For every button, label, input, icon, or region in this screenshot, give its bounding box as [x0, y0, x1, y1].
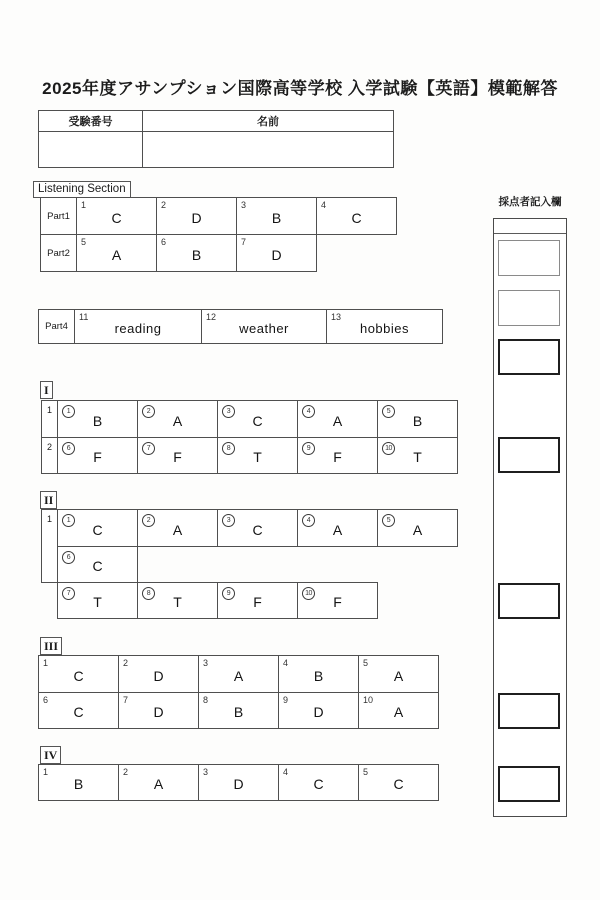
- circled-question-number: 4: [302, 405, 315, 418]
- answer-cell: [217, 400, 298, 438]
- circled-question-number: 7: [62, 587, 75, 600]
- answer-cell-q12: [201, 309, 327, 344]
- circled-question-number: 10: [382, 442, 395, 455]
- grader-column: [493, 218, 567, 817]
- listening-section-label: Listening Section: [33, 181, 131, 198]
- name-header: 名前: [257, 116, 279, 128]
- answer-cell: [137, 400, 218, 438]
- answer-cell: [198, 655, 279, 693]
- answer-value: D: [313, 704, 324, 720]
- examinee-info-value-row: [39, 132, 393, 167]
- examinee-info-header-row: [39, 111, 393, 132]
- circled-question-number: 6: [62, 551, 75, 564]
- answer-cell: [358, 655, 439, 693]
- answer-value: B: [92, 412, 103, 429]
- circled-question-number: 8: [222, 442, 235, 455]
- answer-cell: [278, 655, 359, 693]
- answer-value: A: [153, 776, 164, 792]
- grader-box-3: [498, 339, 560, 375]
- answer-cell: [198, 764, 279, 801]
- answer-cell-q13: [326, 309, 443, 344]
- answer-value: D: [153, 667, 164, 684]
- question-number: 5: [363, 767, 369, 777]
- row-number: 2: [46, 442, 52, 452]
- part2-label: Part2: [47, 247, 70, 259]
- question-number: 6: [43, 695, 49, 705]
- answer-value: A: [172, 412, 183, 429]
- question-number: 2: [161, 200, 167, 210]
- question-number: 4: [283, 767, 289, 777]
- answer-cell: [297, 582, 378, 619]
- answer-value: C: [73, 704, 84, 720]
- circled-question-number: 10: [302, 587, 315, 600]
- section1-row2: [41, 437, 458, 474]
- circled-question-number: 3: [222, 514, 235, 527]
- answer-cell-q3: [236, 197, 317, 235]
- answer-cell: [118, 692, 199, 729]
- answer-cell-q11: [74, 309, 202, 344]
- answer-value: A: [172, 521, 183, 538]
- answer-cell: [217, 437, 298, 474]
- answer-value: C: [351, 209, 362, 226]
- circled-question-number: 5: [382, 405, 395, 418]
- answer-cell: [377, 509, 458, 547]
- answer-cell: [217, 509, 298, 547]
- answer-value: D: [233, 776, 244, 792]
- answer-value: A: [111, 246, 122, 263]
- question-number: 4: [321, 200, 327, 210]
- question-number: 7: [241, 237, 247, 247]
- answer-value: C: [73, 667, 84, 684]
- exam-number-header: 受験番号: [39, 111, 143, 131]
- answer-value: weather: [239, 320, 289, 336]
- answer-value: F: [333, 594, 342, 610]
- grader-box-1: [498, 240, 560, 276]
- circled-question-number: 3: [222, 405, 235, 418]
- question-number: 13: [331, 312, 342, 322]
- answer-cell: [297, 400, 378, 438]
- question-number: 4: [283, 658, 289, 668]
- answer-cell: [217, 582, 298, 619]
- answer-value: A: [233, 667, 244, 684]
- circled-question-number: 6: [62, 442, 75, 455]
- answer-value: F: [173, 449, 182, 465]
- circled-question-number: 9: [302, 442, 315, 455]
- answer-cell: [278, 764, 359, 801]
- answer-value: C: [313, 776, 324, 792]
- question-number: 11: [79, 312, 89, 322]
- answer-value: B: [412, 412, 423, 429]
- circled-question-number: 2: [142, 514, 155, 527]
- answer-value: B: [191, 246, 202, 263]
- answer-value: F: [93, 449, 102, 465]
- answer-cell: [57, 509, 138, 547]
- answer-cell: [198, 692, 279, 729]
- answer-value: F: [333, 449, 342, 465]
- section4-label: IV: [40, 746, 61, 764]
- answer-cell: [118, 655, 199, 693]
- part2-label-cell: [40, 234, 77, 272]
- name-field: [143, 132, 393, 167]
- part1-label-cell: [40, 197, 77, 235]
- part1-label: Part1: [47, 210, 70, 222]
- answer-value: B: [73, 776, 84, 792]
- answer-value: C: [92, 558, 103, 574]
- part4-label-cell: [38, 309, 75, 344]
- answer-cell: [137, 437, 218, 474]
- answer-value: D: [153, 704, 164, 720]
- examinee-info-table: [38, 110, 394, 168]
- section2-row1b: [57, 546, 138, 583]
- answer-value: A: [332, 412, 343, 429]
- answer-cell: [297, 437, 378, 474]
- circled-question-number: 1: [62, 514, 75, 527]
- answer-value: F: [253, 594, 262, 610]
- answer-cell: [38, 655, 119, 693]
- answer-cell: [57, 437, 138, 474]
- grader-box-2: [498, 290, 560, 326]
- answer-value: T: [413, 449, 422, 465]
- section1-label: I: [40, 381, 53, 399]
- grader-box-5: [498, 583, 560, 619]
- circled-question-number: 2: [142, 405, 155, 418]
- answer-cell: [57, 400, 138, 438]
- answer-value: hobbies: [359, 320, 410, 336]
- answer-cell: [278, 692, 359, 729]
- answer-value: B: [233, 704, 244, 720]
- question-number: 1: [43, 658, 49, 668]
- section2-label: II: [40, 491, 57, 509]
- answer-cell-q1: [76, 197, 157, 235]
- section2-row1: [57, 509, 458, 547]
- answer-value: reading: [114, 320, 162, 336]
- answer-value: A: [393, 667, 404, 684]
- question-number: 3: [203, 658, 209, 668]
- question-number: 2: [123, 658, 129, 668]
- grader-column-label: 採点者記入欄: [498, 196, 562, 208]
- answer-cell: [377, 400, 458, 438]
- answer-cell: [57, 546, 138, 583]
- question-number: 3: [203, 767, 209, 777]
- answer-value: C: [92, 521, 103, 538]
- circled-question-number: 9: [222, 587, 235, 600]
- answer-cell-q2: [156, 197, 237, 235]
- question-number: 1: [43, 767, 49, 777]
- row-number: 1: [46, 514, 52, 524]
- circled-question-number: 5: [382, 514, 395, 527]
- answer-value: B: [313, 667, 324, 684]
- answer-cell: [57, 582, 138, 619]
- answer-cell: [38, 764, 119, 801]
- row-number-cell: [41, 437, 58, 474]
- grader-box-4: [498, 437, 560, 473]
- section4-row1: [38, 764, 439, 801]
- section3-row2: [38, 692, 439, 729]
- section1-row1: [41, 400, 458, 438]
- row-number-cell: [41, 509, 58, 583]
- answer-value: T: [93, 594, 102, 610]
- answer-cell: [137, 509, 218, 547]
- exam-number-field: [39, 132, 143, 167]
- circled-question-number: 1: [62, 405, 75, 418]
- answer-cell: [297, 509, 378, 547]
- question-number: 2: [123, 767, 129, 777]
- circled-question-number: 7: [142, 442, 155, 455]
- answer-cell: [358, 692, 439, 729]
- answer-cell: [377, 437, 458, 474]
- question-number: 3: [241, 200, 247, 210]
- question-number: 7: [123, 695, 129, 705]
- answer-value: T: [173, 594, 182, 610]
- section3-label: III: [40, 637, 62, 655]
- section2-row2: [57, 582, 378, 619]
- question-number: 10: [363, 695, 374, 705]
- answer-cell: [118, 764, 199, 801]
- question-number: 5: [363, 658, 369, 668]
- listening-part1-row: [40, 197, 397, 235]
- answer-value: B: [271, 209, 282, 226]
- row-number: 1: [46, 405, 52, 415]
- listening-part2-row: [40, 234, 317, 272]
- question-number: 6: [161, 237, 167, 247]
- answer-value: D: [191, 209, 202, 226]
- answer-cell-q7: [236, 234, 317, 272]
- answer-value: C: [393, 776, 404, 792]
- answer-cell: [137, 582, 218, 619]
- answer-value: C: [252, 412, 263, 429]
- question-number: 12: [206, 312, 217, 322]
- question-number: 5: [81, 237, 87, 247]
- question-number: 1: [81, 200, 87, 210]
- circled-question-number: 4: [302, 514, 315, 527]
- question-number: 9: [283, 695, 289, 705]
- answer-value: A: [412, 521, 423, 538]
- grader-box-7: [498, 766, 560, 802]
- answer-value: A: [332, 521, 343, 538]
- page-title: 2025年度アサンプション国際高等学校 入学試験【英語】模範解答: [42, 79, 558, 98]
- row-number-cell: [41, 400, 58, 438]
- answer-cell-q5: [76, 234, 157, 272]
- grader-column-divider: [494, 233, 566, 234]
- answer-cell: [358, 764, 439, 801]
- listening-part4-row: [38, 309, 443, 344]
- answer-value: A: [393, 704, 404, 720]
- answer-value: C: [111, 209, 122, 226]
- part4-label: Part4: [45, 321, 68, 332]
- answer-value: D: [271, 246, 282, 263]
- grader-box-6: [498, 693, 560, 729]
- answer-cell: [38, 692, 119, 729]
- answer-value: C: [252, 521, 263, 538]
- circled-question-number: 8: [142, 587, 155, 600]
- answer-cell-q4: [316, 197, 397, 235]
- section3-row1: [38, 655, 439, 693]
- question-number: 8: [203, 695, 209, 705]
- answer-cell-q6: [156, 234, 237, 272]
- answer-value: T: [253, 449, 262, 465]
